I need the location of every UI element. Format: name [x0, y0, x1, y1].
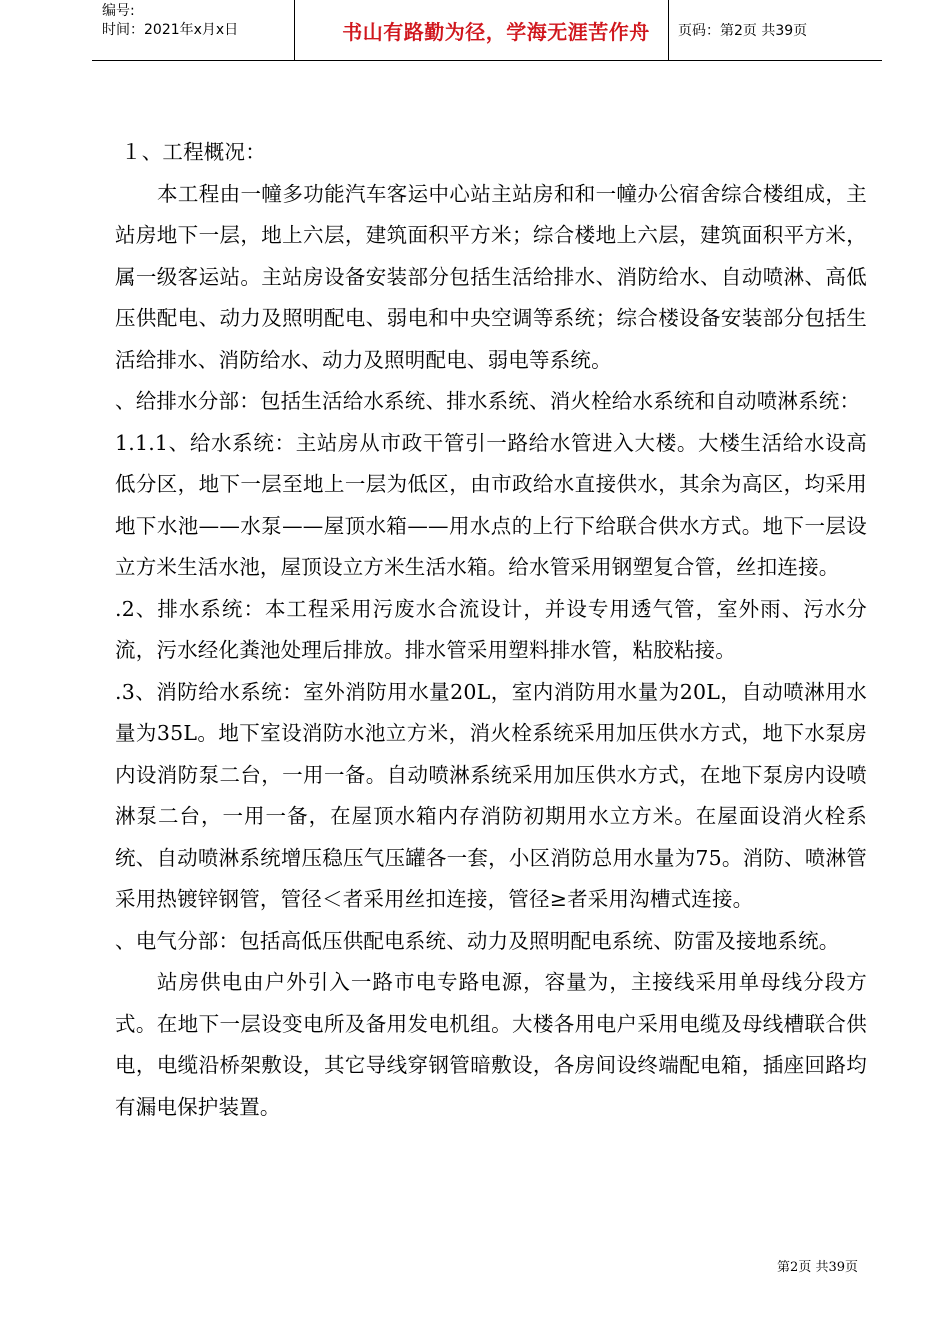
header-divider	[668, 0, 669, 60]
page-header	[92, 0, 882, 61]
header-meta	[102, 2, 238, 40]
document-number-label: 编号:	[102, 3, 135, 19]
paragraph-overview: 本工程由一幢多功能汽车客运中心站主站房和和一幢办公宿舍综合楼组成，主站房地下一层，地上六层，建筑面积平方米；综合楼地上六层，建筑面积平方米，属一级客运站。主站房设备安装部分包括生活给排水、消防给水、自动喷淋、高低压供配电、动力及照明配电、弱电和中央空调等系统；综合楼设备安装部分包括生活给排水、消防给水、动力及照明配电、弱电等系统。	[115, 181, 867, 372]
paragraph-fire-water: .3、消防给水系统：室外消防用水量20L，室内消防用水量为20L，自动喷淋用水量为35L。地下室设消防水池立方米，消火栓系统采用加压供水方式，地下水泵房内设消防泵二台，一用一备。自动喷淋系统采用加压供水方式，在地下泵房内设喷淋泵二台，一用一备，在屋顶水箱内存消防初期用水立方米。在屋面设消火栓系统、自动喷淋系统增压稳压气压罐各一套，小区消防总用水量为75。消防、喷淋管采用热镀锌钢管，管径＜者采用丝扣连接，管径≥者采用沟槽式连接。	[115, 679, 867, 911]
paragraph-power-supply: 站房供电由户外引入一路市电专路电源，容量为，主接线采用单母线分段方式。在地下一层设变电所及备用发电机组。大楼各用电户采用电缆及母线槽联合供电，电缆沿桥架敷设，其它导线穿钢管暗敷设，各房间设终端配电箱，插座回路均有漏电保护装置。	[115, 970, 867, 1119]
header-motto: 书山有路勤为径，学海无涯苦作舟	[342, 20, 650, 44]
header-page-number: 页码：第2页 共39页	[678, 23, 808, 39]
page-footer: 第2页 共39页	[777, 1260, 858, 1275]
paragraph-electrical-division: 、电气分部：包括高低压供配电系统、动力及照明配电系统、防雷及接地系统。	[115, 928, 840, 953]
paragraph-water-division: 、给排水分部：包括生活给水系统、排水系统、消火栓给水系统和自动喷淋系统：	[115, 389, 861, 413]
document-body	[115, 132, 867, 1128]
header-rule	[92, 60, 882, 61]
paragraph-water-supply: 1.1.1、给水系统：主站房从市政干管引一路给水管进入大楼。大楼生活给水设高低分区，地下一层至地上一层为低区，由市政给水直接供水，其余为高区，均采用地下水池——水泵——屋顶水箱——用水点的上行下给联合供水方式。地下一层设立方米生活水池，屋顶设立方米生活水箱。给水管采用钢塑复合管，丝扣连接。	[115, 430, 867, 579]
document-date-label: 时间：2021年x月x日	[102, 22, 239, 38]
header-divider	[294, 0, 295, 60]
section-title: １、工程概况：	[121, 140, 266, 164]
paragraph-drainage: .2、排水系统：本工程采用污废水合流设计，并设专用透气管，室外雨、污水分流，污水经化粪池处理后排放。排水管采用塑料排水管，粘胶粘接。	[115, 596, 867, 662]
